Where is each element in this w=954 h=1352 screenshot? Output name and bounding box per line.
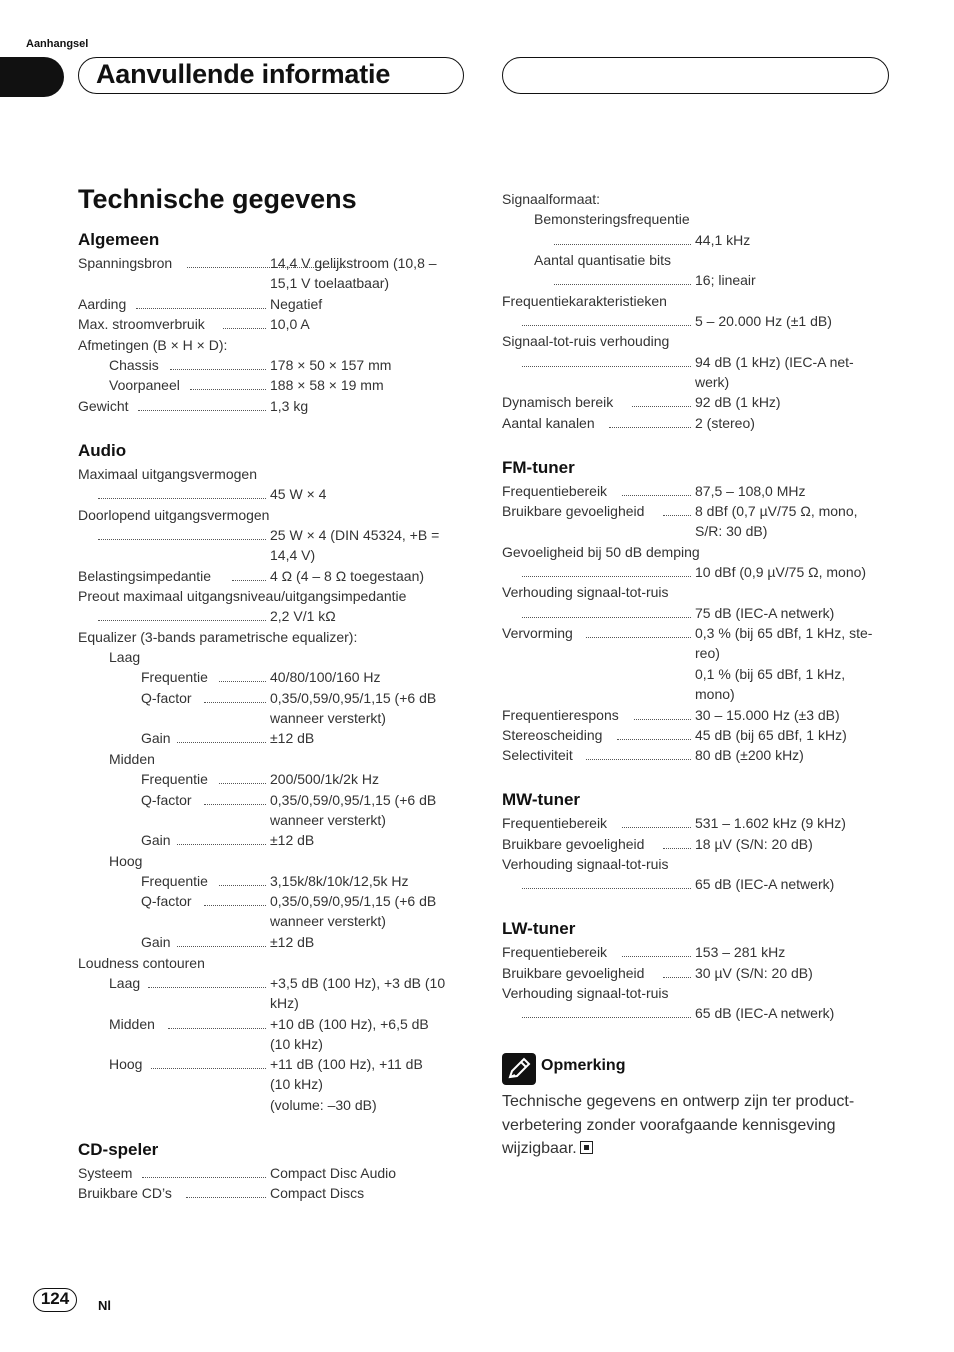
spec-value: 75 dB (IEC-A netwerk) (695, 605, 835, 621)
dot-leader (219, 769, 266, 784)
spec-label: Laag (109, 975, 141, 991)
dot-leader (586, 745, 691, 760)
spec-label: Gewicht (78, 398, 129, 414)
spec-label: Equalizer (3-bands parametrische equalizer): (78, 629, 358, 645)
spec-label: Preout maximaal uitgangsniveau/uitgangsimpedantie (78, 588, 407, 604)
dot-leader (617, 725, 691, 740)
spec-value: 0,35/0,59/0,95/1,15 (+6 dB wanneer versterkt) (270, 792, 437, 829)
spec-value: 40/80/100/160 Hz (270, 669, 381, 685)
spec-value: 0,35/0,59/0,95/1,15 (+6 dB wanneer versterkt) (270, 690, 437, 727)
spec-value: ±12 dB (270, 832, 315, 848)
spec-value: 94 dB (1 kHz) (IEC-A net- werk) (695, 354, 854, 391)
spec-label: Maximaal uitgangsvermogen (78, 466, 257, 482)
dot-leader (522, 1003, 691, 1018)
spec-label: Signaalformaat: (502, 191, 601, 207)
dot-leader (223, 314, 266, 329)
spec-label: Aantal kanalen (502, 415, 595, 431)
spec-label: Vervorming (502, 625, 573, 641)
dot-leader (663, 501, 691, 516)
page-number: 124 (40, 1289, 70, 1308)
language-code: Nl (98, 1298, 111, 1313)
note-title: Opmerking (541, 1057, 626, 1074)
spec-label: Gain (141, 832, 171, 848)
spec-label: Bruikbare gevoeligheid (502, 836, 645, 852)
spec-label: Gain (141, 730, 171, 746)
spec-label: Systeem (78, 1165, 133, 1181)
dot-leader (170, 355, 266, 370)
spec-label: Stereoscheiding (502, 727, 603, 743)
spec-label: Aarding (78, 296, 127, 312)
spec-value: 531 – 1.602 kHz (9 kHz) (695, 815, 846, 831)
dot-leader (554, 230, 691, 245)
dot-leader (136, 294, 266, 309)
dot-leader (634, 705, 691, 720)
spec-value: ±12 dB (270, 934, 315, 950)
spec-value: 1,3 kg (270, 398, 309, 414)
note-pencil-icon (502, 1053, 536, 1085)
dot-leader (622, 481, 691, 496)
spec-value: 87,5 – 108,0 MHz (695, 483, 806, 499)
dot-leader (663, 963, 691, 978)
dot-leader (98, 484, 266, 499)
spec-label: Bemonsteringsfrequentie (534, 211, 690, 227)
heading-fm-tuner: FM-tuner (502, 458, 575, 477)
spec-label: Aantal quantisatie bits (534, 252, 671, 268)
dot-leader (522, 874, 691, 889)
dot-leader (219, 667, 266, 682)
dot-leader (663, 834, 691, 849)
spec-label: Belastingsimpedantie (78, 568, 212, 584)
spec-value: 10,0 A (270, 316, 310, 332)
spec-label: Frequentiekarakteristieken (502, 293, 667, 309)
dot-leader (204, 688, 266, 703)
spec-label: Signaal-tot-ruis verhouding (502, 333, 670, 349)
spec-label: Midden (109, 1016, 155, 1032)
dot-leader (138, 396, 266, 411)
spec-value: 92 dB (1 kHz) (695, 394, 781, 410)
spec-value: 14,4 V gelijkstroom (10,8 – 15,1 V toelaatbaar) (270, 255, 437, 292)
spec-label: Spanningsbron (78, 255, 173, 271)
spec-value: 25 W × 4 (DIN 45324, +B = 14,4 V) (270, 527, 440, 564)
dot-leader (186, 1183, 266, 1198)
spec-label: Frequentiebereik (502, 483, 608, 499)
spec-value: 5 – 20.000 Hz (±1 dB) (695, 313, 832, 329)
dot-leader (522, 352, 691, 367)
spec-label: Max. stroomverbruik (78, 316, 205, 332)
spec-label: Frequentiebereik (502, 944, 608, 960)
spec-value: 80 dB (±200 kHz) (695, 747, 804, 763)
spec-value: 10 dBf (0,9 µV/75 Ω, mono) (695, 564, 867, 580)
spec-label: Verhouding signaal-tot-ruis (502, 985, 669, 1001)
spec-label: Frequentie (141, 873, 208, 889)
heading-lw-tuner: LW-tuner (502, 919, 576, 938)
spec-label: Bruikbare gevoeligheid (502, 965, 645, 981)
dot-leader (204, 891, 266, 906)
spec-value: Compact Disc Audio (270, 1165, 397, 1181)
spec-value: Compact Discs (270, 1185, 365, 1201)
spec-value: 0,35/0,59/0,95/1,15 (+6 dB wanneer versterkt) (270, 893, 437, 930)
dot-leader (522, 603, 691, 618)
dot-leader (177, 728, 266, 743)
spec-label: Bruikbare gevoeligheid (502, 503, 645, 519)
spec-label: Q-factor (141, 893, 192, 909)
dot-leader (148, 973, 266, 988)
dot-leader (151, 1054, 266, 1069)
spec-label: Dynamisch bereik (502, 394, 614, 410)
spec-value: 30 – 15.000 Hz (±3 dB) (695, 707, 840, 723)
dot-leader (98, 606, 266, 621)
note-text: Technische gegevens en ontwerp zijn ter product-verbetering zonder voorafgaande kennisgeving wijzigbaar. (502, 1093, 855, 1157)
spec-value: +10 dB (100 Hz), +6,5 dB (10 kHz) (270, 1016, 429, 1053)
dot-leader (190, 375, 266, 390)
section-label: Aanhangsel (26, 38, 89, 50)
dot-leader (622, 942, 691, 957)
spec-value: 153 – 281 kHz (695, 944, 786, 960)
dot-leader (142, 1163, 266, 1178)
end-mark-icon (580, 1141, 593, 1154)
spec-label: Loudness contouren (78, 955, 205, 971)
spec-value: 200/500/1k/2k Hz (270, 771, 379, 787)
spec-value: 65 dB (IEC-A netwerk) (695, 876, 835, 892)
spec-label: Doorlopend uitgangsvermogen (78, 507, 270, 523)
spec-value: 0,3 % (bij 65 dBf, 1 kHz, ste- reo) 0,1 % (bij 65 dBf, 1 kHz, mono) (695, 625, 873, 702)
heading-audio: Audio (78, 441, 127, 460)
spec-value: 65 dB (IEC-A netwerk) (695, 1005, 835, 1021)
dot-leader (554, 270, 691, 285)
spec-value: 16; lineair (695, 272, 756, 288)
spec-label: Verhouding signaal-tot-ruis (502, 856, 669, 872)
spec-value: 30 µV (S/N: 20 dB) (695, 965, 813, 981)
heading-mw-tuner: MW-tuner (502, 790, 581, 809)
dot-leader (522, 311, 691, 326)
dot-leader (622, 813, 691, 828)
spec-value: 8 dBf (0,7 µV/75 Ω, mono, S/R: 30 dB) (695, 503, 858, 540)
dot-leader (609, 413, 691, 428)
spec-group-label: Hoog (109, 853, 143, 869)
spec-value: +11 dB (100 Hz), +11 dB (10 kHz) (volume: –30 dB) (270, 1056, 423, 1113)
heading-cd-speler: CD-speler (78, 1140, 159, 1159)
spec-label: Frequentie (141, 771, 208, 787)
page-title: Technische gegevens (78, 184, 357, 214)
spec-value: 45 W × 4 (270, 486, 327, 502)
dot-leader (232, 566, 266, 581)
spec-value: 2 (stereo) (695, 415, 755, 431)
header-empty-frame (502, 57, 889, 94)
spec-group-label: Laag (109, 649, 141, 665)
spec-label: Verhouding signaal-tot-ruis (502, 584, 669, 600)
dot-leader (586, 623, 691, 638)
dot-leader (219, 871, 266, 886)
spec-label: Frequentierespons (502, 707, 619, 723)
dot-leader (204, 790, 266, 805)
spec-label: Gevoeligheid bij 50 dB demping (502, 544, 700, 560)
spec-value: ±12 dB (270, 730, 315, 746)
section-tab-marker (0, 57, 64, 97)
heading-algemeen: Algemeen (78, 230, 160, 249)
spec-label: Hoog (109, 1056, 143, 1072)
spec-label: Q-factor (141, 690, 192, 706)
spec-label: Bruikbare CD’s (78, 1185, 172, 1201)
spec-value: 4 Ω (4 – 8 Ω toegestaan) (270, 568, 425, 584)
spec-value: 178 × 50 × 157 mm (270, 357, 392, 373)
spec-label: Afmetingen (B × H × D): (78, 337, 228, 353)
spec-group-label: Midden (109, 751, 155, 767)
spec-label: Selectiviteit (502, 747, 573, 763)
dot-leader (522, 562, 691, 577)
dot-leader (177, 932, 266, 947)
dot-leader (632, 392, 691, 407)
dot-leader (177, 830, 266, 845)
header-title: Aanvullende informatie (96, 59, 391, 89)
spec-label: Chassis (109, 357, 159, 373)
spec-value: 2,2 V/1 kΩ (270, 608, 336, 624)
spec-label: Frequentie (141, 669, 208, 685)
dot-leader (168, 1014, 266, 1029)
spec-label: Frequentiebereik (502, 815, 608, 831)
spec-label: Gain (141, 934, 171, 950)
spec-value: 45 dB (bij 65 dBf, 1 kHz) (695, 727, 847, 743)
dot-leader (98, 525, 266, 540)
spec-label: Voorpaneel (109, 377, 180, 393)
spec-value: 18 µV (S/N: 20 dB) (695, 836, 813, 852)
spec-value: +3,5 dB (100 Hz), +3 dB (10 kHz) (270, 975, 446, 1012)
spec-value: 3,15k/8k/10k/12,5k Hz (270, 873, 409, 889)
spec-value: Negatief (270, 296, 323, 312)
spec-value: 188 × 58 × 19 mm (270, 377, 384, 393)
spec-value: 44,1 kHz (695, 232, 751, 248)
spec-label: Q-factor (141, 792, 192, 808)
